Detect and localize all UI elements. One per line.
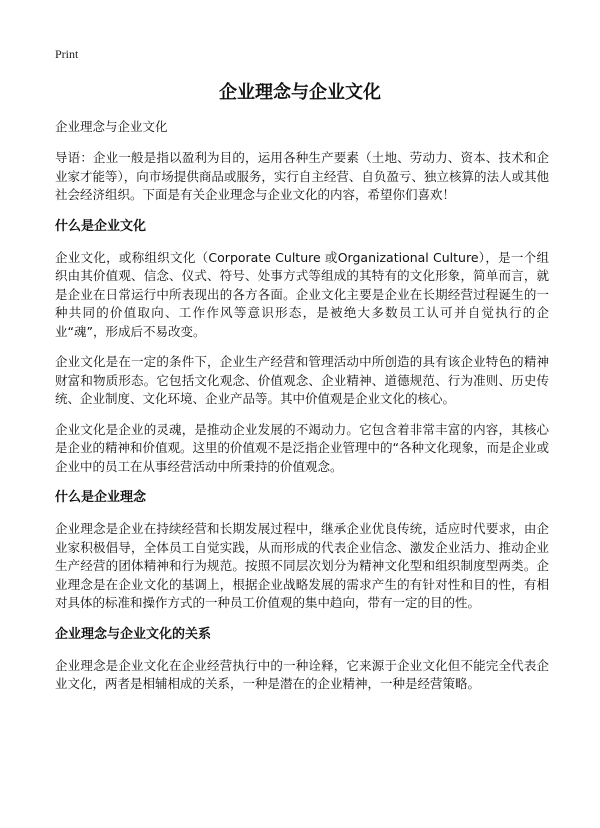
- print-link[interactable]: Print: [55, 47, 79, 61]
- section-heading-what-is-philosophy: 什么是企业理念: [55, 490, 147, 505]
- document-subtitle: 企业理念与企业文化: [55, 119, 168, 134]
- culture-paragraph-1: 企业文化，或称组织文化（Corporate Culture 或Organizational Culture），是一个组织由其价值观、信念、仪式、符号、处事方式等组成的其特有的文化形象，简单而言，就是企业在日常运行中所表现出的各方各面。企业文化主要是企业在长期经营过程诞生的一种共同的价值取向、工作作风等意识形态，是被绝大多数员工认可并自觉执行的企业“魂”，形成后不易改变。: [55, 249, 549, 339]
- culture-paragraph-3: 企业文化是企业的灵魂，是推动企业发展的不竭动力。它包含着非常丰富的内容，其核心是企业的精神和价值观。这里的价值观不是泛指企业管理中的“各种文化现象，而是企业或企业中的员工在从事经营活动中所秉持的价值观念。: [55, 421, 549, 474]
- section-heading-what-is-culture: 什么是企业文化: [55, 218, 147, 234]
- philosophy-paragraph-1: 企业理念是企业在持续经营和长期发展过程中，继承企业优良传统，适应时代要求，由企业家积极倡导，全体员工自觉实践，从而形成的代表企业信念、激发企业活力、推动企业生产经营的团体精神和行为规范。按照不同层次划分为精神文化型和组织制度型两类。企业理念是在企业文化的基调上，根据企业战略发展的需求产生的有针对性和目的性，有相对具体的标准和操作方式的一种员工价值观的集中趋向，带有一定的目的性。: [55, 521, 549, 610]
- intro-paragraph: 导语：企业一般是指以盈利为目的，运用各种生产要素（土地、劳动力、资本、技术和企业家才能等），向市场提供商品或服务，实行自主经营、自负盈亏、独立核算的法人或其他社会经济组织。下面是有关企业理念与企业文化的内容，希望你们喜欢！: [55, 150, 549, 202]
- section-heading-relationship: 企业理念与企业文化的关系: [55, 626, 212, 642]
- document-body: [55, 117, 549, 706]
- culture-paragraph-2: 企业文化是在一定的条件下，企业生产经营和管理活动中所创造的具有该企业特色的精神财富和物质形态。它包括文化观念、价值观念、企业精神、道德规范、行为准则、历史传统、企业制度、文化环境、企业产品等。其中价值观是企业文化的核心。: [55, 354, 549, 406]
- relationship-paragraph-1: 企业理念是企业文化在企业经营执行中的一种诠释，它来源于企业文化但不能完全代表企业文化，两者是相辅相成的关系，一种是潜在的企业精神，一种是经营策略。: [55, 657, 549, 691]
- document-title: 企业理念与企业文化: [219, 82, 381, 103]
